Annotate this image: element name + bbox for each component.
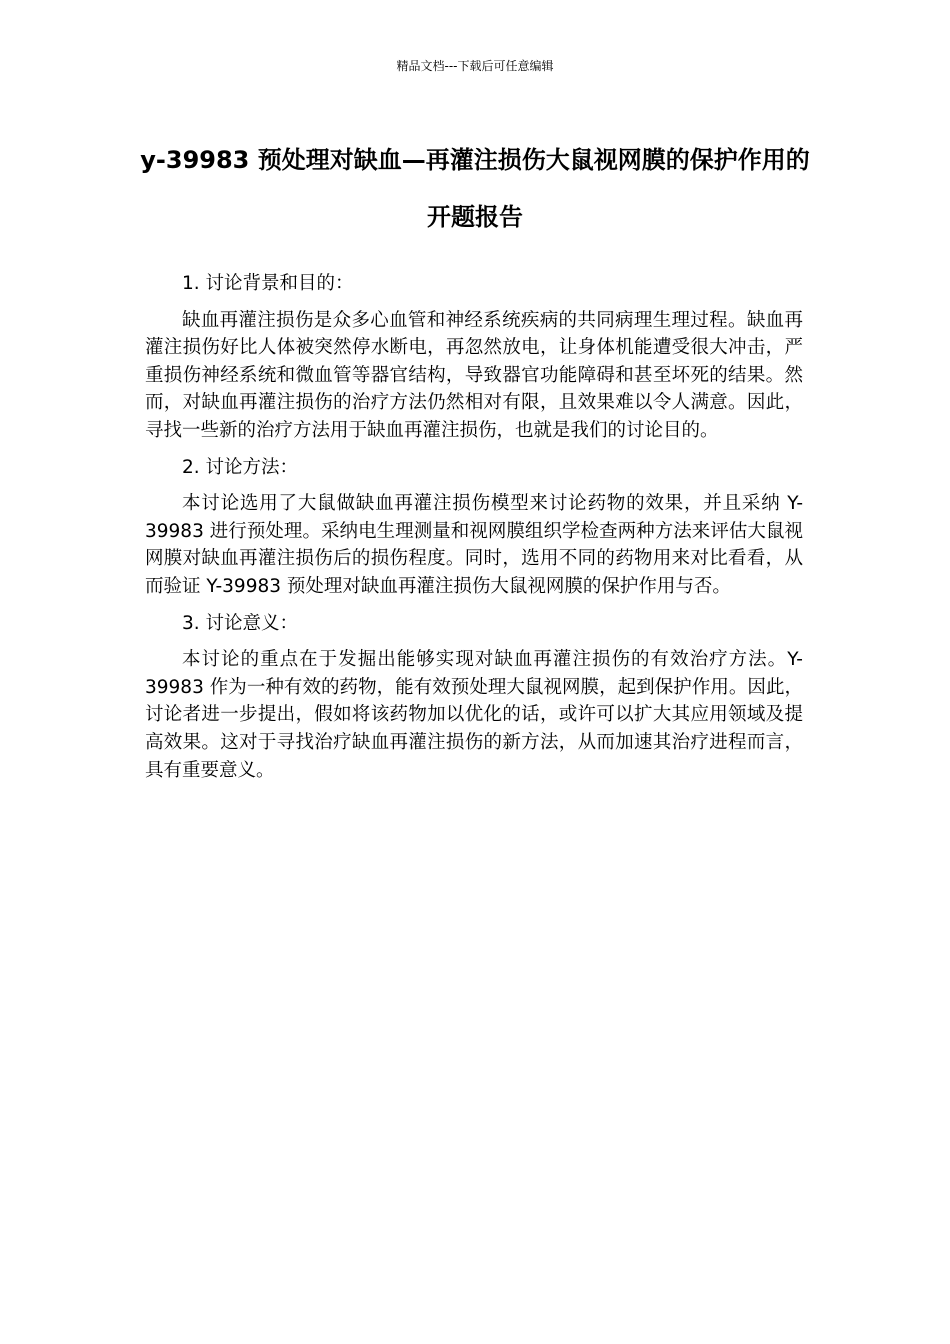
document-title: y-39983 预处理对缺血—再灌注损伤大鼠视网膜的保护作用的开题报告 bbox=[140, 146, 810, 231]
section-paragraph-methods: 本讨论选用了大鼠做缺血再灌注损伤模型来讨论药物的效果，并且采纳 Y-39983 进行预处理。采纳电生理测量和视网膜组织学检查两种方法来评估大鼠视网膜对缺血再灌注损伤后的损伤程度。同时，选用不同的药物用来对比看看，从而验证 Y-39983 预处理对缺血再灌注损伤大鼠视网膜的保护作用与否。 bbox=[145, 493, 803, 597]
section-heading-significance: 3. 讨论意义： bbox=[182, 612, 299, 634]
section-heading-background: 1. 讨论背景和目的： bbox=[182, 273, 354, 294]
section-paragraph-background: 缺血再灌注损伤是众多心血管和神经系统疾病的共同病理生理过程。缺血再灌注损伤好比人体被突然停水断电，再忽然放电，让身体机能遭受很大冲击，严重损伤神经系统和微血管等器官结构，导致器官功能障碍和甚至坏死的结果。然而，对缺血再灌注损伤的治疗方法仍然相对有限，且效果难以令人满意。因此，寻找一些新的治疗方法用于缺血再灌注损伤，也就是我们的讨论目的。 bbox=[145, 309, 803, 441]
document-body bbox=[145, 270, 803, 793]
section-paragraph-significance: 本讨论的重点在于发掘出能够实现对缺血再灌注损伤的有效治疗方法。Y-39983 作为一种有效的药物，能有效预处理大鼠视网膜，起到保护作用。因此，讨论者进一步提出，假如将该药物加以优化的话，或许可以扩大其应用领域及提高效果。这对于寻找治疗缺血再灌注损伤的新方法，从而加速其治疗进程而言，具有重要意义。 bbox=[145, 649, 803, 781]
header-note: 精品文档---下载后可任意编辑 bbox=[396, 59, 554, 73]
section-heading-methods: 2. 讨论方法： bbox=[182, 456, 299, 478]
